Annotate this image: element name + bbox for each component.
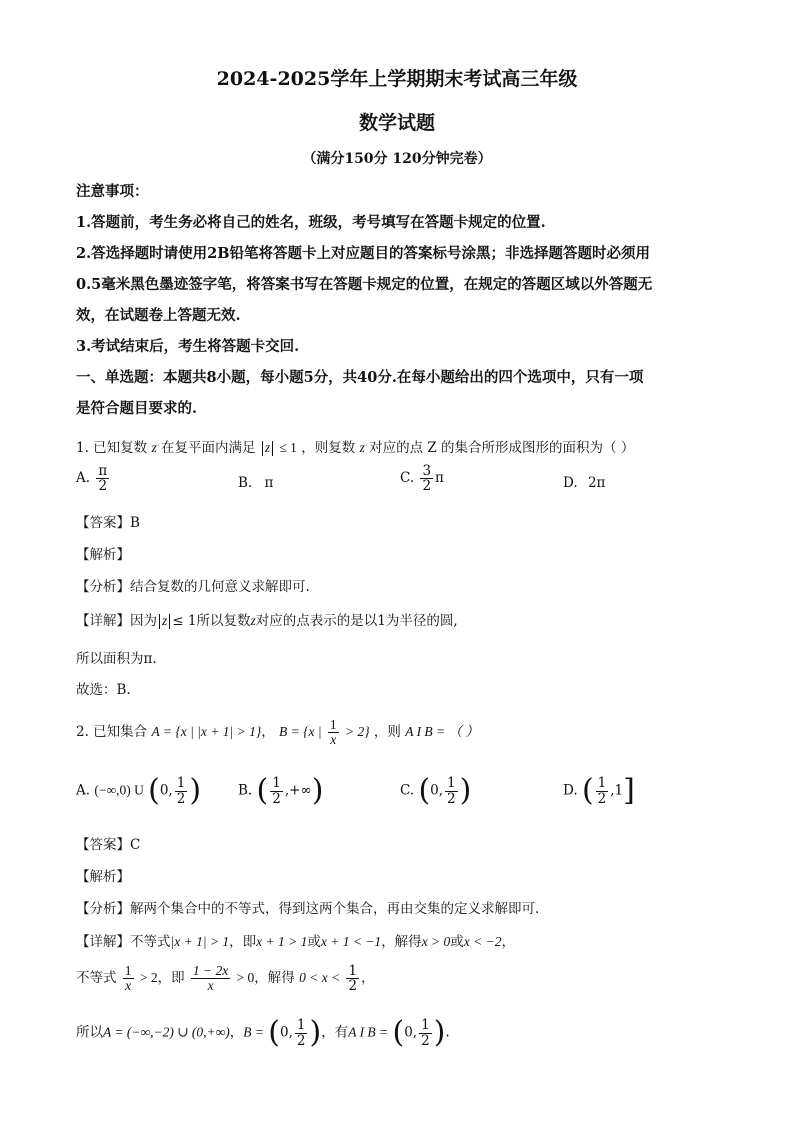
notice-line-1: 1.答题前，考生务必将自己的姓名，班级，考号填写在答题卡规定的位置.	[76, 214, 546, 231]
q1-option-b: B. π	[238, 475, 274, 491]
q2-stem: 2. 已知集合 A = {x | |x + 1| > 1}， B = {x | $\frac{1}{x}$ > 2} ，则 A I B = （ ）	[76, 717, 479, 748]
q2-answer: 【答案】C	[76, 837, 141, 853]
q2-analysis: 【分析】解两个集合中的不等式，得到这两个集合，再由交集的定义求解即可.	[76, 901, 540, 917]
notice-line-3: 3.考试结束后，考生将答题卡交回.	[76, 338, 300, 355]
q1-stem: 1. 已知复数 z 在复平面内满足 z ≤ 1 ，则复数 z 对应的点 Z 的集合所形成图形的面积为（ ）	[76, 440, 635, 456]
notice-line-2a: 2.答选择题时请使用2B铅笔将答题卡上对应题目的答案标号涂黑；非选择题答题时必须用	[76, 245, 650, 262]
q2-option-b: B. ( $\frac{1}{2}$ ,+∞)	[238, 773, 324, 808]
exam-title: 2024-2025学年上学期期末考试高三年级	[216, 68, 578, 90]
q2-detail-2: 不等式 $\frac{1}{x}$ > 2，即 $\frac{1 - 2x}{x}$ > 0，解得 0 < x < $\frac{1}{2}$ ，	[76, 963, 375, 995]
q1-option-a: A. $\frac{\pi}{2}$	[76, 463, 108, 495]
q2-option-c: C. (0, $\frac{1}{2}$ )	[400, 773, 472, 808]
q1-option-d: D. 2π	[563, 475, 606, 491]
exam-meta: （满分150分 120分钟完卷）	[302, 151, 492, 167]
q1-detail: 【详解】因为 z ≤ 1所以复数z对应的点表示的是以1为半径的圆,	[76, 613, 458, 629]
section-heading-line-1: 一、单选题：本题共8小题，每小题5分，共40分.在每小题给出的四个选项中，只有一项	[76, 369, 644, 386]
q2-option-d: D. ( $\frac{1}{2}$ ,1]	[563, 773, 635, 808]
q1-jiexi: 【解析】	[76, 547, 130, 563]
q1-option-c: C. $\frac{3}{2}$ π	[400, 463, 444, 495]
q2-option-a: A. (−∞,0) U (0, $\frac{1}{2}$ )	[76, 773, 202, 808]
q2-detail-3: 所以A = (−∞,−2) ∪ (0,+∞)，B = (0, $\frac{1}{2}$ )，有A I B = (0, $\frac{1}{2}$ ).	[76, 1015, 450, 1050]
q2-jiexi: 【解析】	[76, 869, 130, 885]
q1-answer: 【答案】B	[76, 515, 140, 531]
section-heading-line-2: 是符合题目要求的.	[76, 400, 198, 417]
q1-analysis: 【分析】结合复数的几何意义求解即可.	[76, 579, 310, 595]
notice-line-2c: 效，在试题卷上答题无效.	[76, 307, 241, 324]
notice-heading: 注意事项：	[76, 183, 149, 200]
q2-detail-1: 【详解】不等式|x + 1| > 1，即x + 1 > 1或x + 1 < −1，解得x > 0或x < −2，	[76, 934, 516, 950]
subject-title: 数学试题	[358, 112, 435, 134]
q1-choose: 故选：B.	[76, 682, 131, 698]
q1-area: 所以面积为π.	[76, 651, 157, 667]
notice-line-2b: 0.5毫米黑色墨迹签字笔，将答案书写在答题卡规定的位置，在规定的答题区域以外答题无	[76, 276, 653, 293]
